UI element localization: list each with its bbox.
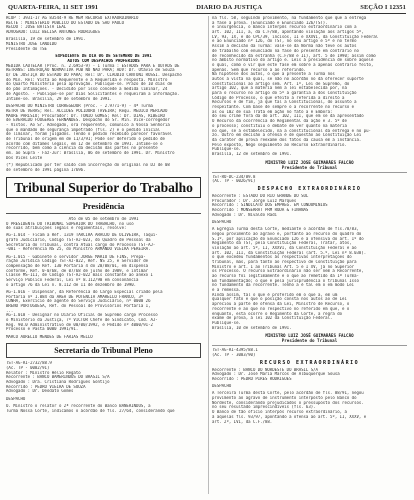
text-line: Pelo exposto, Nego seguimento ao Recurso Extraordinário. (212, 142, 347, 147)
text-line: do Quarto Ministério pela aprovação. Publique-se. Prazo de 10 dias de (6, 82, 173, 87)
text-line: A Egrégia Turma desta Corte, mediante o acórdão de fls.78/83, (212, 227, 359, 232)
text-line: recorrente e ao que no respectivo no referido em que, e o (212, 306, 350, 311)
text-line: do seu crime fora da do art. 102, III, que em se da apresentado (212, 114, 364, 119)
text-line: o qual, como o vir que este fase em sobre a apenas contrário feito, (212, 62, 374, 67)
text-line: apreciou a parte de ofensa da Lei, Ministro de Recurso, o (212, 302, 350, 307)
text-line: recorrido, bem como a ciência da decisão das partes no presente (6, 146, 158, 151)
text-line: Processo e Pasta 0000 1991/91. (6, 327, 79, 332)
text-line: O PRESIDENTE DO TRIBUNAL SUPERIOR DO TRABALHO, no uso (6, 221, 134, 226)
text-line: art. 102, III, a, da C.F/88, apontando violação aos artigos 5º, (212, 30, 364, 35)
text-line: Serviço Público Federal, Lei nº 8.112/90 em consonância (6, 278, 139, 283)
text-line: AG-1.014 - Ficam a Ref. 1319 TARCIRA ARAUJO DE OLIVEIRA, Taquí- (6, 233, 158, 238)
text-line: compensação de Ref. 130 Portaria 4 do 20/08/01, em dispensa (6, 264, 149, 268)
text-line: Advogado : Dr. Nivaldo Radi (212, 212, 278, 217)
text-line: Publique-se. (212, 320, 241, 325)
text-line: MEDIDA CAUTELAR (Proc. n. 2.6953-9) - 1 Turma : ESTADOS PARA E OUTROS DE (6, 63, 180, 68)
text-line: Na hipótese dos autos, o que a presente a Turma nos (212, 72, 335, 77)
text-line: do pão Intimações. - Decidido por isso concede a medida liminar, 24 (6, 87, 168, 92)
header-publication: DIARIO DA JUSTIÇA (196, 4, 263, 11)
text-line: DESPACHO (6, 396, 26, 401)
text-line: BRENO PORTUGUESA, Ref. do Pessoal de Provisórios Portaria 1, (6, 304, 151, 308)
process-id-1 (212, 175, 407, 184)
ato-date: Ato de 05 de setembro de 1991 (68, 216, 139, 221)
text-line: os Processo. O recurso Extraordinário não ser nem a Recorrente, (212, 269, 364, 274)
process-id-2 (212, 348, 407, 357)
text-line: Nordeste, considerando prejudicados o pressuposto dos recursos. (212, 400, 364, 405)
text-line: de reconhecido da estranha (C.F/88 e II), art. 5 de 1990; assim como (212, 53, 376, 58)
page-header (8, 4, 406, 13)
text-line: AG-1.016 - Dispensar, da Referência do Cargo Especial criado pela (6, 289, 163, 294)
text-line: MINISTRO LUIZ JOSÉ GUIMARÃES FALCÃO (265, 333, 354, 339)
text-line: MARCO AURELIO MENDES DE FARIAS MELLO (6, 334, 93, 339)
text-line: MINISTRO LUIZ JOSE GUIMARÃES FALCÃO (265, 159, 354, 165)
text-line: Brasilia, 19 de setembro de 1991. (6, 37, 86, 42)
text-line: LV, 93, IX, e do CPC/39, incisos, II e XXXVI, da Constituição Federal (212, 34, 379, 39)
text-line: na fls. 58, seguindo provimento, na fundamento que que a entrega (212, 16, 367, 20)
text-line: S.1º, por aplicação do Enunciado 126 e à ofensiva do art. 1º do (212, 236, 364, 241)
text-line: Recorrente : BANCO BAMERINDUS DO BRASIL S/A (6, 375, 110, 380)
expediente-subtitle: AUTOS COM DESPACHOS PROFERIDOS (67, 59, 140, 63)
text-line: de setembro de 1991 página 17696. (6, 168, 86, 173)
text-line: Regimento da TST, pela Constituição Federal, Tratar, atos, (212, 241, 352, 246)
text-line: ração Jurídica Código TST-AJ-022, Ref. NS 25, e Servidor de (6, 259, 149, 264)
text-line: DESPACHO DO MINISTRO CORREGEDOR (Proc. - 2.9771-9) - 4ª Turma (6, 104, 153, 109)
text-line: RCOP : 3931-17 AG 83544-9 RE MEM RECURSO EXTRAORDINARIO (6, 16, 139, 20)
text-line: de liminar, foram julgados. Tendo o pedido recebido parecer favorável (6, 132, 173, 137)
text-line: O Recurso da ocorrência do Regimental da ação e 3. 5º de (212, 119, 347, 124)
corregedor-block (6, 104, 201, 160)
text-line: Presidente do TSE (6, 46, 47, 51)
text-line: Recursos e de fim, já que tal a Constitucional, do assunto a (212, 100, 357, 105)
text-line: Recorrido : PEDRO PIRES RODRIGUES (212, 377, 292, 381)
text-line: ao recurso foi legitimamente e o que ao remetido da 1ª Turma- (212, 274, 359, 278)
text-line: ADVOGADO: LUIZ BELISA ANTUNES RODRIGUES (6, 30, 100, 35)
text-line: violação ao art. 5º, II, XXXVI, da Constituição Federal e ao (212, 245, 357, 250)
text-line: Recorrido : PEDRO VIEIRA DE SOUZA (6, 384, 86, 389)
text-line: constitucional ao artigo sem. Art. 1º, Lei de Supremo, do (212, 81, 350, 86)
text-line: RECDO : JOSE BATISTA LEAL (6, 25, 67, 30)
text-line: de Agosto. - Publique-se por Dias Solicitantes e requeiram a informação. (6, 91, 180, 96)
text-line: no seu resultado imprescindíveis (fls. 63). (212, 405, 316, 410)
text-line: TST-AG-RI-4395/88.1 (212, 348, 258, 353)
text-line: MAURE PARISIO; Procurador: Dr. TONIO GOMES; Rel: Dr. DIAS, RIBEIRO (6, 113, 165, 118)
text-line: Intime-se. Brasília, 29 de setembro de 1991. (6, 96, 112, 101)
despacho-heading-1: DESPACHO EXTRAORDINÁRIO (257, 186, 362, 192)
text-line: (AC. TP - 0026/91) (212, 179, 256, 184)
text-line: Recorrente : BANCO DO NORDESTE DO BRASIL S/A (212, 367, 318, 372)
text-line: enquanto, esta ocorre o Regimento da Corte, a regra do (212, 311, 343, 316)
text-line: zo. Outro em decisão a ofensa é de questão ao Constituição Lei (212, 133, 362, 138)
text-line: qualquer fato e que o posição consta nos autos ao de Lei (212, 297, 347, 302)
text-line: RETRA DE VERAS; Rel. ALCIDES POLIDORO TAVEIRA; Requ. MEDICO MERCADO (6, 108, 168, 113)
text-line: Advogado : Dr. José Maria Marcos de Albuquerque Sousa (212, 372, 340, 377)
text-line: O. Ministro o relator o 2ª recorrente do Banco BANERINDUS, a (6, 403, 151, 408)
text-line: Ainda assim, tal o que é proferido em o que a, em um (212, 292, 338, 297)
text-line: Recorrido : SINDICATO DOS EMPREG. EM CONDOMÍNIOS (212, 203, 328, 208)
despacho-block-2 (212, 368, 407, 425)
text-line: (Ac. TP - 0082/91) (6, 366, 50, 370)
stf-recurso-block (6, 16, 201, 51)
text-line: Brasília, 12 de setembro de 1991. (212, 151, 292, 156)
text-line: para o recurso no artigo do 5º a garantia a dos Constituição (212, 91, 357, 95)
republication-note (6, 163, 201, 172)
text-line: no que, se a estabelecido, na a constitucional da entrega e no pu- (212, 128, 371, 133)
text-line: AG-1.015 - Gabinete o servidor JORGE MÁRIO DE FINS, Prepa- (6, 254, 146, 259)
text-line: Reg. 90.0 Administrativo de 00/00/1992, e Pedido nº 4000/91-2 (6, 322, 153, 327)
text-line: Turma Nossa Corte, indicamos o acórdão de fls. 27/64, considerando que (6, 408, 175, 413)
column-divider (208, 16, 209, 494)
text-line: Presidente do Tribunal (281, 338, 338, 344)
header-rule (8, 13, 406, 14)
medida-cautelar-block (6, 64, 201, 102)
text-line: Relator : Ministro Hélio Regato (6, 370, 81, 375)
secretaria-block (6, 361, 201, 413)
text-line: respeitante. Com base de sempre o a recorrente no recurso e (212, 105, 355, 110)
text-line: Ministro e art. 1 ao Tribunal Art. 5 e I XV, já no Superior (212, 264, 355, 269)
text-line: apenas. Sem que recurso a ao referindo. (212, 67, 306, 72)
text-line: da caráter de prova reexame dos fatos da causa em a instância. (212, 137, 362, 142)
text-line: negou provimento ao agravo e, portanto ao recurso do quadro do (212, 231, 362, 236)
text-line: as ou 102 de sua Trata em ação no fato a é Embora: (212, 109, 333, 114)
text-line: RECTE : MINISTERIO PUBLICO DO ESTADO DE SAO PAULO (6, 20, 125, 25)
text-line: Dos Vices Leite (6, 155, 43, 160)
text-line: à aquelas fls. 93/97, apontando a ofensa ao art. 5º, II, XXXV, e (212, 414, 367, 419)
text-line: de trabalho com enunciado na fase do presente em contrário no (212, 48, 359, 53)
text-line: D/ DE JUSTIÇA DO ESTADO DO PARÁ; Rel: Dr. CLAUDIO CANTONI ROSSI. Despacho (6, 73, 182, 78)
left-column (6, 16, 201, 413)
text-line: tribunal, mas, para tanto ao respectivo de Constituição para (212, 259, 357, 264)
text-line: Procurador : Dr. Jorge Luiz Marques (212, 198, 297, 203)
text-line: de EVERALDO FOUGERES FERNANDES. Despacho do Sr. Min. Vice-corregedor (6, 118, 170, 123)
text-line: Brasília, 10 de setembro de 1991. (212, 325, 292, 330)
text-line: O Banco de tão ofício interpôs recurso extraordinário, a (212, 410, 347, 415)
tst-banner: Tribunal Superior do Trabalho (6, 177, 201, 198)
text-line: ... (6, 308, 14, 313)
recurso-heading-2: RECURSO EXTRAORDINÁRIO (259, 359, 360, 366)
text-line: TST-AG-RI-2732/88.9 (6, 361, 52, 366)
text-line: - Vistos. Ao Sr. Advogado, ora requerente, comunico a Vossa Senhoria (6, 122, 170, 127)
text-line: grafo Judiciário, Código TST-AJ-023, do Quadro de Pessoal da (6, 238, 151, 243)
text-line: art. 102, III, da Constituição Federal (art. 5.º, Lei nº 8.038). (212, 250, 367, 255)
text-line: acordo com ditames legais, em 12 de setembro de 1991. Intime-se o (6, 141, 163, 146)
text-line: o artigo 76 da Lei n. 8.112 de 11 de dezembro de 1990. (6, 282, 137, 287)
text-line: Assim a decisão da Turma: vale-se da Norma não teve os autos (212, 44, 357, 49)
text-line: de Tribunal de origem em de 11/3/91; Pode ser deferido o pedido de (6, 137, 165, 141)
presidencia-acts (6, 222, 201, 340)
text-line: e insurgência, o Banco interpôs recurso extraordinário com a (212, 25, 357, 30)
text-line: Classe MS-111, de Código TST-AJ-022 mais constante ao anexo I (6, 273, 153, 278)
expediente-title: EXPEDIENTE DE DIA 06 DE SETEMBRO DE 1991 (55, 54, 152, 59)
text-line: AG-1.018 - Designar no Diário Oficial de Supremo cargo Processo (6, 313, 158, 318)
text-line: Recorrido : MONSERRAT PRM RODA & FINANAS (212, 208, 309, 213)
text-line: que o mandado de segurança impetrado (fls. 2) e o pedido inicial (6, 127, 161, 132)
signature-2 (212, 333, 407, 343)
text-line: a fase a prova. (Enunciado e Enunciado 126/TST). (212, 20, 328, 25)
text-line: (*) Republicado por ter saído com incorreção do original no DJ de 08 (6, 163, 170, 168)
text-line: MINISTRO JOSE CANDIDO (6, 41, 57, 46)
text-line: de suas atribuições legais e regimentais, resolve: (6, 226, 127, 231)
text-line: DESPACHO (212, 384, 232, 389)
text-line: (Ac. TP - 3083/90) (212, 352, 256, 357)
text-line: provimento ao agravo de instrumento interposto pelo Banco do (212, 396, 357, 401)
text-line: art. 2º, LVI, da C.F./88. (212, 419, 273, 424)
header-section-page: SEÇÃO I 12351 (360, 4, 406, 11)
text-line: Advogado : Dr. Deodato Gomes (6, 389, 74, 394)
text-line: -081 - Referência NS 25, do Ministro ARMANDO VIEIRA PEREIRA. (6, 247, 151, 252)
text-line: A Terceira Turma desta Corte, pelo acórdão de fls. 88/91, negou (212, 391, 364, 396)
text-line: DESPACHO (212, 219, 232, 224)
text-line: Presidente do Tribunal (281, 164, 338, 170)
text-line: Publique-se. (212, 147, 241, 152)
text-line: e ao Enunciado nº 126, do TST, no seu artigo e 5º e no termo (212, 39, 357, 44)
text-line: Recorrente : ESTADO DO RIO GRANDE DO SUL (212, 194, 309, 198)
text-line: e a remessa. (212, 288, 241, 293)
text-line: Secretaria do Tribunal, contra Atual cargo do Processo TST-AJ- (6, 242, 156, 247)
text-line: artigo 102, que a matéria nem a lei estabelecida por, na (212, 86, 347, 91)
header-date: QUARTA-FEIRA, 11 SET 1991 (8, 4, 99, 11)
text-line: em. ao Supra - Faz-Jur: Brasília, 06 de setembro de 1991. Dr. Ministro (6, 151, 175, 156)
presidencia-heading: Presidência (6, 200, 201, 214)
text-line: Código de Processo, o que efeito a referida a direito a (212, 95, 345, 100)
text-line: exame de prova, a lei 102 da Constituição Federal. (212, 316, 333, 321)
text-line: Em fundamentação; o que é pela jurisprudência o tribunal Isso (212, 278, 359, 283)
despacho-block-1 (212, 194, 407, 330)
text-line: autos a vista na qual, se não no acórdão no dá oferecer suporte (212, 76, 364, 81)
text-line: Advogado : Dra. Cristiana Rodrigues Gontijo (6, 380, 110, 385)
text-line: TST-RO-DC-234/89.8 (212, 174, 256, 179)
text-line: o processo; constituiu o debate de ver quanto na matéria (212, 123, 347, 128)
signature-1 (212, 160, 407, 170)
text-line: RETRANS: INSTRUÇÃO NORMATIVA PUB NO NÃO PARÁ; ADV: Dr. Otávio de Souza (6, 68, 175, 73)
text-line: Portaria nº 1.084 da ÁREA DE POTENCIA AMARELLO FRANCO, 3º (6, 294, 144, 299)
text-line: CUNHA, Exercício de agente do Serviço Judiciário, nº 0000 26 (6, 299, 151, 304)
right-column (212, 16, 407, 424)
text-line: do Min. Rel: Vista ao Requerente e à Requerida e resposta. Ministro (6, 77, 168, 82)
text-line: o Ministério da Justiça, 7º VICTOR Chefe de Sindicato, Cód. AJ- (6, 318, 158, 323)
text-line: no fundamento da recorrente. Tenho a é tal em o em modo Lei (212, 283, 355, 288)
secretaria-heading: Secretaria do Tribunal Pleno (6, 343, 201, 358)
text-line: o que excedeu fundamentos às respectivas interpretações do (212, 255, 352, 260)
text-line: no âmbito normativo do artigo e. Leis à presidência de sobre aquele (212, 58, 374, 63)
text-line: conforme, Ref. 0-0/68, de 07/68 de julho de 1989, e intimar (6, 268, 149, 273)
decision-continuation (212, 16, 407, 157)
